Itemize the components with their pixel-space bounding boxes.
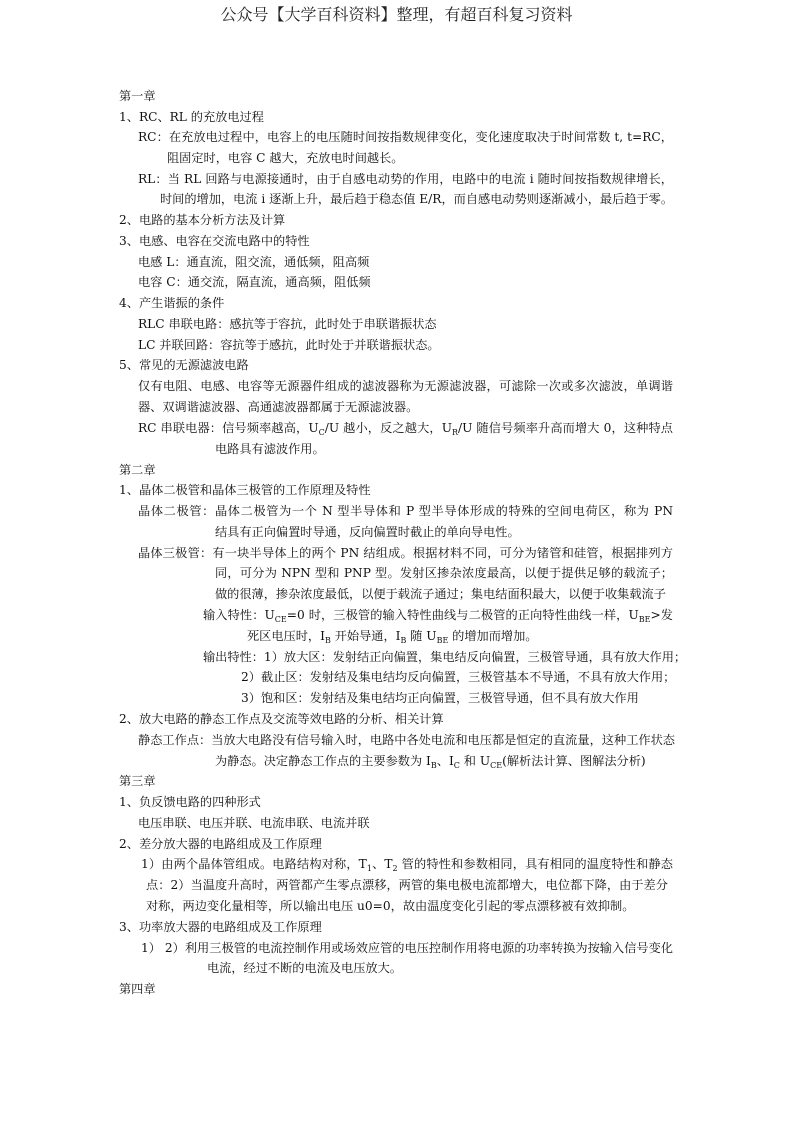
text-segment: 和 U — [459, 754, 491, 768]
text-segment: (解析法计算、图解法分析) — [502, 754, 646, 768]
paragraph-line — [141, 856, 673, 872]
subscript: CE — [490, 761, 503, 770]
paragraph-line: 3）饱和区：发射结及集电结均正向偏置，三极管导通，但不具有放大作用 — [241, 691, 639, 705]
section-heading: 2、电路的基本分析方法及计算 — [119, 213, 286, 227]
subscript: BE — [638, 615, 651, 623]
paragraph-line: RLC 串联电路：感抗等于容抗，此时处于串联谐振状态 — [138, 317, 437, 331]
paragraph-line: 晶体二极管：晶体二极管为一个 N 型半导体和 P 型半导体形成的特殊的空间电荷区，称为 PN — [138, 504, 673, 518]
paragraph-line: 2）截止区：发射结及集电结均反向偏置，三极管基本不导通，不具有放大作用； — [241, 670, 676, 684]
text-segment: =0 时，三极管的输入特性曲线与二极管的正向特性曲线一样，U — [286, 608, 639, 622]
subscript: B — [324, 636, 331, 645]
subscript: C — [453, 761, 460, 770]
paragraph-line: 仅有电阻、电感、电容等无源器件组成的滤波器称为无源滤波器，可滤除一次或多次滤波，单调谐 — [138, 379, 673, 393]
section-heading: 3、电感、电容在交流电路中的特性 — [119, 234, 310, 248]
paragraph-line — [247, 628, 538, 644]
subscript: BE — [436, 636, 449, 645]
paragraph-line: 电感 L：通直流，阻交流，通低频，阻高频 — [138, 255, 370, 269]
paragraph-line: 时间的增加，电流 i 逐渐上升，最后趋于稳态值 E/R，而自感电动势则逐渐减小，最后趋于零。 — [160, 192, 674, 206]
section-heading: 1、RC、RL 的充放电过程 — [119, 110, 264, 124]
text-segment: 、T — [371, 857, 393, 871]
paragraph-line: 点：2）当温度升高时，两管都产生零点漂移，两管的集电极电流都增大，电位都下降，由于差分 — [146, 878, 668, 892]
chapter-heading: 第三章 — [119, 774, 156, 788]
paragraph-line: 阻固定时，电容 C 越大，充放电时间越长。 — [167, 151, 404, 165]
paragraph-line — [215, 753, 646, 769]
paragraph-line: 同，可分为 NPN 型和 PNP 型。发射区掺杂浓度最高，以便于提供足够的载流子； — [215, 566, 673, 580]
text-segment: 、I — [436, 754, 454, 768]
paragraph-line — [203, 607, 673, 623]
text-segment: RC 串联电器：信号频率越高，U — [138, 421, 319, 435]
paragraph-line: 晶体三极管：有一块半导体上的两个 PN 结组成。根据材料不同，可分为锗管和硅管，根据排列方 — [138, 546, 673, 560]
chapter-heading: 第二章 — [119, 463, 156, 477]
paragraph-line: 电流，经过不断的电流及电压放大。 — [207, 961, 402, 975]
text-segment: >发 — [650, 608, 673, 622]
chapter-heading: 第四章 — [119, 982, 156, 996]
paragraph-line — [138, 420, 673, 436]
page-header-watermark: 公众号【大学百科资料】整理，有超百科复习资料 — [220, 5, 573, 24]
subscript: B — [400, 636, 407, 645]
section-heading: 1、负反馈电路的四种形式 — [119, 795, 261, 809]
subscript: R — [452, 428, 459, 436]
subscript: 1 — [366, 864, 372, 872]
section-heading: 4、产生谐振的条件 — [119, 296, 225, 310]
text-segment: 为静态。决定静态工作点的主要参数为 I — [215, 754, 431, 768]
subscript: 2 — [392, 864, 398, 872]
paragraph-line: RL：当 RL 回路与电源接通时，由于自感电动势的作用，电路中的电流 i 随时间按指数规律增长， — [138, 172, 673, 186]
paragraph-line: 1） 2）利用三极管的电流控制作用或场效应管的电压控制作用将电源的功率转换为按输入信号变化 — [141, 941, 673, 955]
text-segment: 随 U — [406, 629, 437, 643]
paragraph-line: 电压串联、电压并联、电流串联、电流并联 — [138, 816, 370, 830]
text-segment: 管的特性和参数相同，具有相同的温度特性和静态 — [401, 857, 673, 871]
subscript: CE — [274, 615, 287, 623]
paragraph-line: 结具有正向偏置时导通，反向偏置时截止的单向导电性。 — [215, 525, 520, 539]
paragraph-line: 电路具有滤波作用。 — [215, 442, 325, 456]
section-heading: 2、放大电路的静态工作点及交流等效电路的分析、相关计算 — [119, 712, 444, 726]
text-segment: 死区电压时，I — [247, 629, 325, 643]
text-segment: /U 越小，反之越大，U — [324, 421, 452, 435]
subscript: B — [430, 761, 437, 770]
subscript: C — [318, 428, 325, 436]
text-segment: 的增加而增加。 — [448, 629, 538, 643]
text-segment: 输入特性：U — [203, 608, 275, 622]
section-heading: 1、晶体二极管和晶体三极管的工作原理及特性 — [119, 483, 371, 497]
text-segment: 开始导通，I — [330, 629, 401, 643]
section-heading: 3、功率放大器的电路组成及工作原理 — [119, 920, 322, 934]
text-segment: /U 随信号频率升高而增大 0，这种特点 — [458, 421, 673, 435]
section-heading: 5、常见的无源滤波电路 — [119, 358, 249, 372]
paragraph-line: RC：在充放电过程中，电容上的电压随时间按指数规律变化，变化速度取决于时间常数 t, t=RC， — [138, 130, 673, 144]
text-segment: 1）由两个晶体管组成。电路结构对称，T — [141, 857, 367, 871]
chapter-heading: 第一章 — [119, 89, 156, 103]
paragraph-line: 器、双调谐滤波器、高通滤波器都属于无源滤波器。 — [138, 400, 419, 414]
paragraph-line: 做的很薄，掺杂浓度最低，以便于载流子通过；集电结面积最大，以便于收集载流子 — [215, 587, 666, 601]
paragraph-line: LC 并联回路：容抗等于感抗，此时处于并联谐振状态。 — [138, 338, 440, 352]
paragraph-line: 输出特性：1）放大区：发射结正向偏置，集电结反向偏置，三极管导通，具有放大作用； — [203, 650, 687, 664]
paragraph-line: 电容 C：通交流，隔直流，通高频，阻低频 — [138, 275, 371, 289]
paragraph-line: 静态工作点：当放大电路没有信号输入时，电路中各处电流和电压都是恒定的直流量，这种工作状态 — [138, 733, 675, 747]
paragraph-line: 对称，两边变化量相等，所以输出电压 u0=0，故由温度变化引起的零点漂移被有效抑制。 — [146, 899, 635, 913]
section-heading: 2、差分放大器的电路组成及工作原理 — [119, 837, 322, 851]
